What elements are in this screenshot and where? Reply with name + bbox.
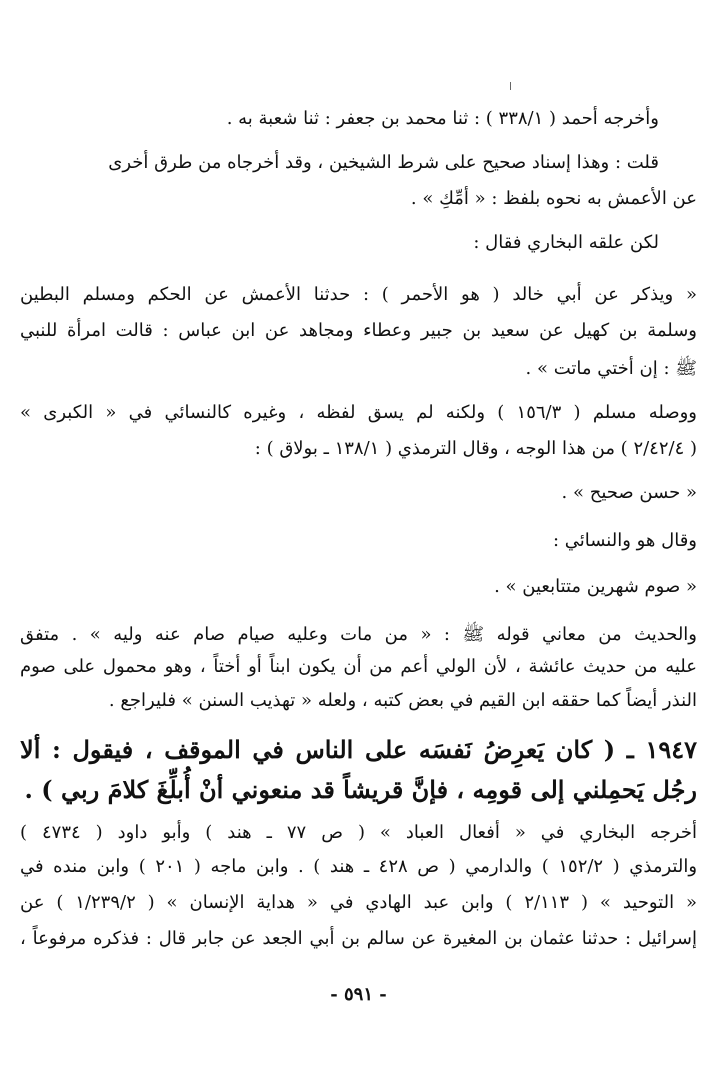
- text-line-19: إسرائيل : حدثنا عثمان بن المغيرة عن سالم بن أبي الجعد عن جابر قال : فذكره مرفوعاً ،: [20, 928, 697, 949]
- text-line-1: وأخرجه أحمد ( ٣٣٨/١ ) : ثنا محمد بن جعفر : ثنا شعبة به .: [226, 108, 659, 129]
- text-line-2: قلت : وهذا إسناد صحيح على شرط الشيخين ، وقد أخرجاه من طرق أخرى: [108, 152, 659, 173]
- text-line-14: عليه من حديث عائشة ، لأن الولي أعم من أن يكون ابناً أو أختاً ، وهو محمول على صوم: [20, 656, 697, 677]
- text-line-9: ( ٢/٤٢/٤ ) من هذا الوجه ، وقال الترمذي ( ١٣٨/١ ـ بولاق ) :: [254, 438, 697, 459]
- hadith-heading-line-2: رجُل يَحمِلني إلى قومِه ، فإنَّ قريشاً قد منعوني أنْ أُبلِّغَ كلامَ ربي ) .: [24, 775, 697, 804]
- text-line-7: ﷺ : إن أختي ماتت » .: [525, 358, 697, 379]
- text-line-8: ووصله مسلم ( ١٥٦/٣ ) ولكنه لم يسق لفظه ، وغيره كالنسائي في « الكبرى »: [20, 402, 697, 423]
- text-line-5: « ويذكر عن أبي خالد ( هو الأحمر ) : حدثنا الأعمش عن الحكم ومسلم البطين: [20, 284, 697, 305]
- text-line-16: أخرجه البخاري في « أفعال العباد » ( ص ٧٧ ـ هند ) وأبو داود ( ٤٧٣٤ ): [20, 822, 697, 843]
- text-line-13: والحديث من معاني قوله ﷺ : « من مات وعليه صيام صام عنه وليه » . متفق: [20, 624, 697, 645]
- text-line-17: والترمذي ( ١٥٢/٢ ) والدارمي ( ص ٤٢٨ ـ هند ) . وابن ماجه ( ٢٠١ ) وابن منده في: [20, 856, 698, 877]
- text-line-6: وسلمة بن كهيل عن سعيد بن جبير وعطاء ومجاهد عن ابن عباس : قالت امرأة للنبي: [20, 320, 697, 341]
- text-line-12: « صوم شهرين متتابعين » .: [494, 576, 697, 597]
- hadith-heading-line-1: ١٩٤٧ ـ ( كان يَعرِضُ نَفسَه على الناس في الموقف ، فيقول : ألا: [20, 735, 697, 764]
- text-line-15: النذر أيضاً كما حققه ابن القيم في بعض كتبه ، ولعله « تهذيب السنن » فليراجع .: [108, 690, 697, 711]
- text-line-10: « حسن صحيح » .: [561, 482, 697, 503]
- text-line-4: لكن علقه البخاري فقال :: [473, 232, 659, 253]
- text-line-18: « التوحيد » ( ٢/١١٣ ) وابن عبد الهادي في « هداية الإنسان » ( ١/٢٣٩/٢ ) عن: [20, 892, 697, 913]
- text-line-11: وقال هو والنسائي :: [552, 530, 697, 551]
- page-number: - ٥٩١ -: [330, 984, 387, 1005]
- text-line-3: عن الأعمش به نحوه بلفظ : « أمِّكِ » .: [410, 188, 697, 209]
- print-mark: [510, 82, 511, 90]
